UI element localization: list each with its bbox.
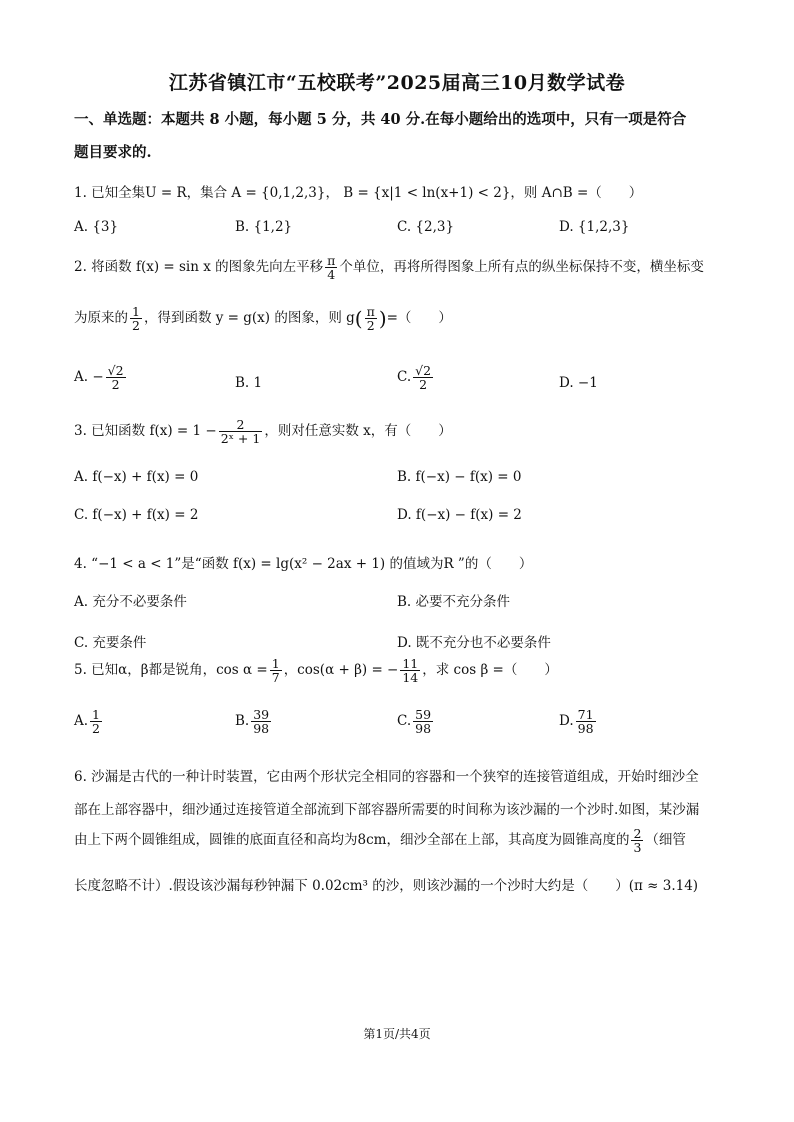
- fraction-denominator: 2ˣ + 1: [220, 431, 261, 447]
- question-2-fraction-pi-over-4: [325, 254, 337, 281]
- fraction-numerator: 11: [402, 656, 419, 671]
- fraction-numerator: 71: [577, 707, 594, 722]
- question-2-option-a: [74, 364, 128, 391]
- fraction-denominator: 2: [132, 318, 140, 334]
- question-1-stem: 1. 已知全集U = R，集合 A = {0,1,2,3}， B = {x|1 < ln(x+1) < 2}，则 A∩B =（ ）: [74, 185, 643, 201]
- option-label: D.: [559, 713, 574, 730]
- page-title: 江苏省镇江市“五校联考”2025届高三10月数学试卷: [168, 72, 626, 94]
- section-heading-line2: 题目要求的.: [74, 144, 152, 161]
- section-heading-line1: 一、单选题：本题共 8 小题，每小题 5 分，共 40 分.在每小题给出的选项中，只有一项是符合: [74, 111, 687, 128]
- option-fraction: [90, 708, 102, 735]
- question-5-stem: [74, 657, 558, 684]
- question-1-option-d: D. {1,2,3}: [559, 219, 630, 235]
- fraction-numerator: 59: [415, 707, 432, 722]
- question-5-stem-c: ，求 cos β =（ ）: [422, 662, 558, 679]
- question-3-stem: [74, 418, 452, 445]
- fraction-numerator: π: [327, 253, 336, 268]
- question-3-option-d: D. f(−x) − f(x) = 2: [397, 507, 522, 523]
- option-fraction: [251, 708, 271, 735]
- fraction-numerator: π: [366, 304, 375, 319]
- question-5-fraction-2: [400, 657, 420, 684]
- question-4-stem: 4. “−1 < a < 1”是“函数 f(x) = lg(x² − 2ax + 1) 的值域为R ”的（ ）: [74, 556, 533, 572]
- option-label: C.: [397, 713, 412, 730]
- question-2-line1: [74, 254, 704, 281]
- question-1-option-c: C. {2,3}: [397, 219, 455, 235]
- question-2-stem-c: 为原来的: [74, 310, 128, 327]
- question-2-option-d: D. −1: [559, 375, 598, 391]
- fraction-denominator: 2: [92, 721, 100, 737]
- question-2-fraction-pi-over-2: [365, 305, 377, 332]
- question-4-option-d: D. 既不充分也不必要条件: [397, 635, 551, 651]
- option-label: C.: [397, 369, 412, 386]
- fraction-denominator: 98: [577, 721, 594, 737]
- question-5-option-b: [235, 708, 273, 735]
- option-fraction: [576, 708, 596, 735]
- option-label: B.: [235, 713, 250, 730]
- fraction-numerator: 1: [92, 707, 100, 722]
- question-3-option-a: A. f(−x) + f(x) = 0: [74, 469, 199, 485]
- question-5-stem-b: ，cos(α + β) = −: [283, 662, 399, 679]
- question-6-line2: 部在上部容器中，细沙通过连接管道全部流到下部容器所需要的时间称为该沙漏的一个沙时.如图，某沙漏: [74, 802, 700, 818]
- fraction-denominator: 14: [402, 670, 419, 686]
- question-1-option-b: B. {1,2}: [235, 219, 293, 235]
- question-4-option-b: B. 必要不充分条件: [397, 594, 511, 610]
- fraction-denominator: 7: [271, 670, 280, 686]
- fraction-denominator: 2: [419, 377, 428, 393]
- question-2-fraction-one-half: [130, 305, 142, 332]
- question-2-option-b: B. 1: [235, 375, 263, 391]
- question-2-stem-d: ，得到函数 y = g(x) 的图象，则 g: [143, 310, 355, 327]
- question-6-line4: 长度忽略不计）.假设该沙漏每秒钟漏下 0.02cm³ 的沙，则该沙漏的一个沙时大约是（ ）(π ≈ 3.14): [74, 878, 699, 894]
- option-fraction: [106, 364, 126, 391]
- fraction-denominator: 2: [111, 377, 120, 393]
- fraction-numerator: √2: [107, 363, 124, 378]
- fraction-denominator: 4: [327, 267, 336, 283]
- question-6-line3b: （细管: [645, 832, 686, 849]
- fraction-numerator: 1: [271, 656, 280, 671]
- question-5-option-d: [559, 708, 598, 735]
- option-label: A.: [74, 713, 89, 730]
- option-fraction: [413, 708, 433, 735]
- option-label: A. −: [74, 369, 104, 386]
- question-6-line3: [74, 827, 686, 854]
- fraction-numerator: 39: [253, 707, 270, 722]
- question-4-option-a: A. 充分不必要条件: [74, 594, 187, 610]
- question-3-option-b: B. f(−x) − f(x) = 0: [397, 469, 522, 485]
- question-1-option-a: A. {3}: [74, 219, 119, 235]
- question-6-line1: 6. 沙漏是古代的一种计时装置，它由两个形状完全相同的容器和一个狭窄的连接管道组成，开始时细沙全: [74, 769, 699, 785]
- question-3-stem-a: 3. 已知函数 f(x) = 1 −: [74, 423, 217, 440]
- fraction-numerator: 2: [633, 826, 642, 841]
- fraction-denominator: 2: [366, 318, 375, 334]
- question-5-option-c: [397, 708, 435, 735]
- question-2-line2: 为原来的 $\frac{1}{2}$ ，得到函数 y = g(x) 的图象，则 g( $\frac{\pi}{2}$ )=（ ）: [74, 304, 452, 334]
- question-5-stem-a: 5. 已知α，β都是锐角，cos α =: [74, 662, 268, 679]
- question-2-option-c: [397, 364, 435, 391]
- question-6-line3a: 由上下两个圆锥组成，圆锥的底面直径和高均为8cm，细沙全部在上部，其高度为圆锥高度的: [74, 832, 630, 849]
- question-5-fraction-1: [270, 657, 282, 684]
- fraction-numerator: 1: [132, 304, 140, 319]
- page-footer: 第1页/共4页: [363, 1027, 431, 1041]
- question-4-option-c: C. 充要条件: [74, 635, 147, 651]
- question-2-stem-e: =（ ）: [386, 310, 452, 327]
- question-3-stem-b: ，则对任意实数 x，有（ ）: [264, 423, 452, 440]
- fraction-denominator: 98: [253, 721, 270, 737]
- question-6-fraction: [631, 827, 643, 854]
- fraction-numerator: √2: [415, 363, 432, 378]
- fraction-denominator: 3: [633, 840, 642, 856]
- option-fraction: [413, 364, 433, 391]
- question-2-stem-b: 个单位，再将所得图象上所有点的纵坐标保持不变，横坐标变: [339, 259, 704, 276]
- fraction-denominator: 98: [415, 721, 432, 737]
- question-3-option-c: C. f(−x) + f(x) = 2: [74, 507, 199, 523]
- fraction-numerator: 2: [219, 418, 263, 432]
- question-3-fraction: [219, 418, 263, 445]
- question-2-stem-a: 2. 将函数 f(x) = sin x 的图象先向左平移: [74, 259, 324, 276]
- question-5-option-a: [74, 708, 104, 735]
